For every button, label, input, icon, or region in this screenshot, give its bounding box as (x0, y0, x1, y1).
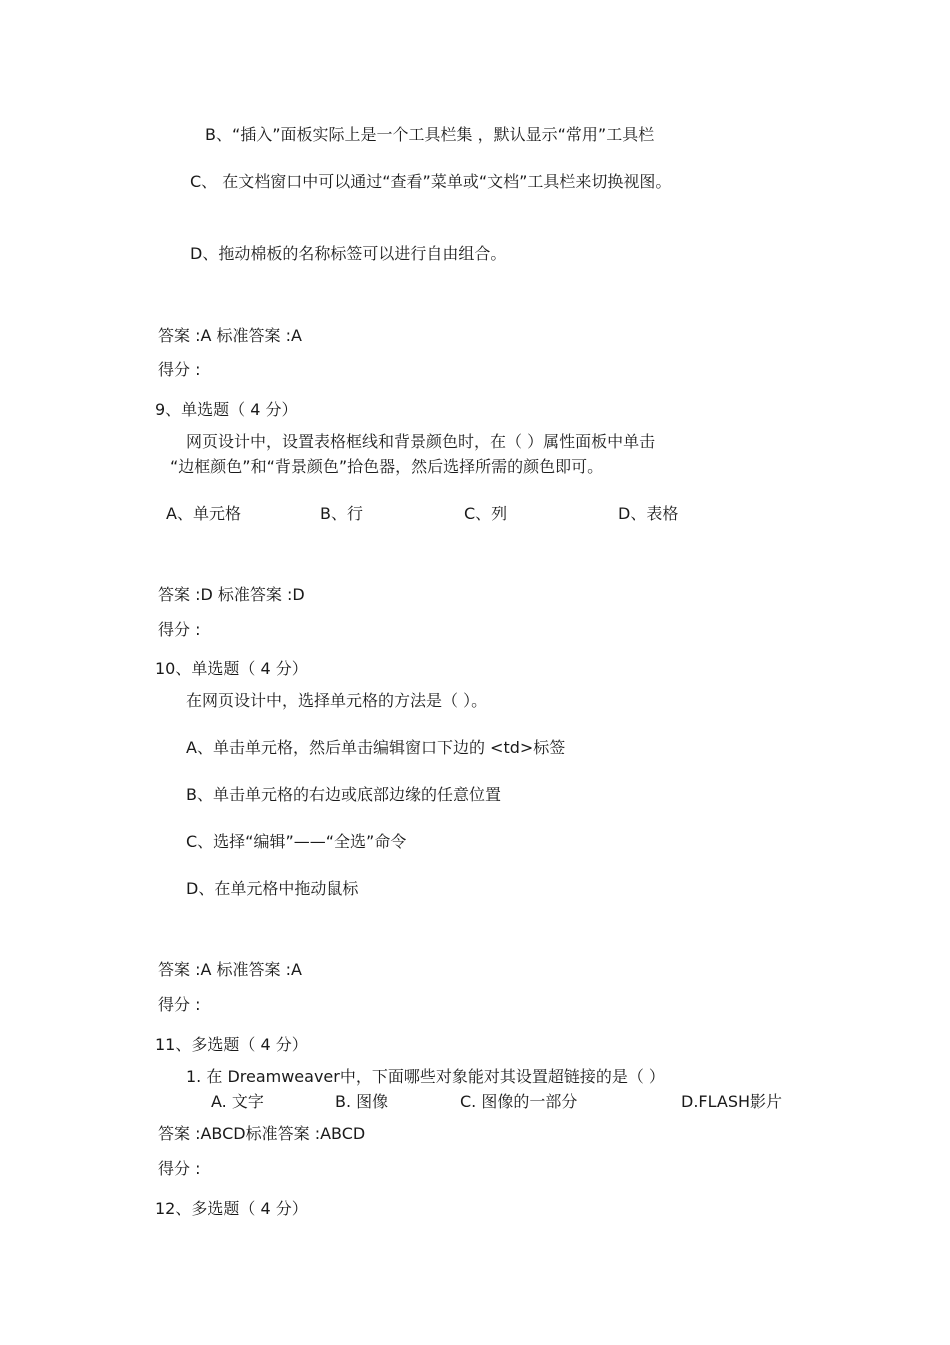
q8-option-d: D、拖动棉板的名称标签可以进行自由组合。 (190, 244, 507, 263)
q10-option-a: A、单击单元格，然后单击编辑窗口下边的 <td>标签 (186, 738, 566, 757)
q11-option-c: C. 图像的一部分 (460, 1092, 578, 1111)
q8-option-c: C、 在文档窗口中可以通过“查看”菜单或“文档”工具栏来切换视图。 (190, 172, 672, 191)
q11-stem: 1. 在 Dreamweaver中，下面哪些对象能对其设置超链接的是（ ） (186, 1067, 665, 1086)
q9-stem-line1: 网页设计中，设置表格框线和背景颜色时，在（ ）属性面板中单击 (186, 432, 656, 451)
q9-option-d: D、表格 (618, 504, 679, 523)
q10-option-b: B、单击单元格的右边或底部边缘的任意位置 (186, 785, 501, 804)
q9-header: 9、单选题（ 4 分） (155, 400, 298, 419)
q9-option-a: A、单元格 (166, 504, 241, 523)
q9-answer: 答案 :D 标准答案 :D (158, 585, 305, 604)
q12-header: 12、多选题（ 4 分） (155, 1199, 308, 1218)
q11-option-a: A. 文字 (211, 1092, 264, 1111)
q9-stem-line2: “边框颜色”和“背景颜色”拾色器，然后选择所需的颜色即可。 (170, 457, 604, 476)
q9-score: 得分 : (158, 620, 201, 639)
q8-option-b: B、“插入”面板实际上是一个工具栏集 ，默认显示“常用”工具栏 (205, 125, 655, 144)
q10-score: 得分 : (158, 995, 201, 1014)
q11-answer: 答案 :ABCD标准答案 :ABCD (158, 1124, 366, 1143)
q9-option-b: B、行 (320, 504, 363, 523)
q10-header: 10、单选题（ 4 分） (155, 659, 308, 678)
q10-option-d: D、在单元格中拖动鼠标 (186, 879, 359, 898)
q11-score: 得分 : (158, 1159, 201, 1178)
q11-option-b: B. 图像 (335, 1092, 389, 1111)
q11-header: 11、多选题（ 4 分） (155, 1035, 308, 1054)
q9-option-c: C、列 (464, 504, 508, 523)
q11-option-d: D.FLASH影片 (681, 1092, 783, 1111)
q8-score: 得分 : (158, 360, 201, 379)
q10-option-c: C、选择“编辑”——“全选”命令 (186, 832, 407, 851)
q8-answer: 答案 :A 标准答案 :A (158, 326, 302, 345)
q10-answer: 答案 :A 标准答案 :A (158, 960, 302, 979)
q10-stem: 在网页设计中，选择单元格的方法是（ ）。 (186, 691, 488, 710)
